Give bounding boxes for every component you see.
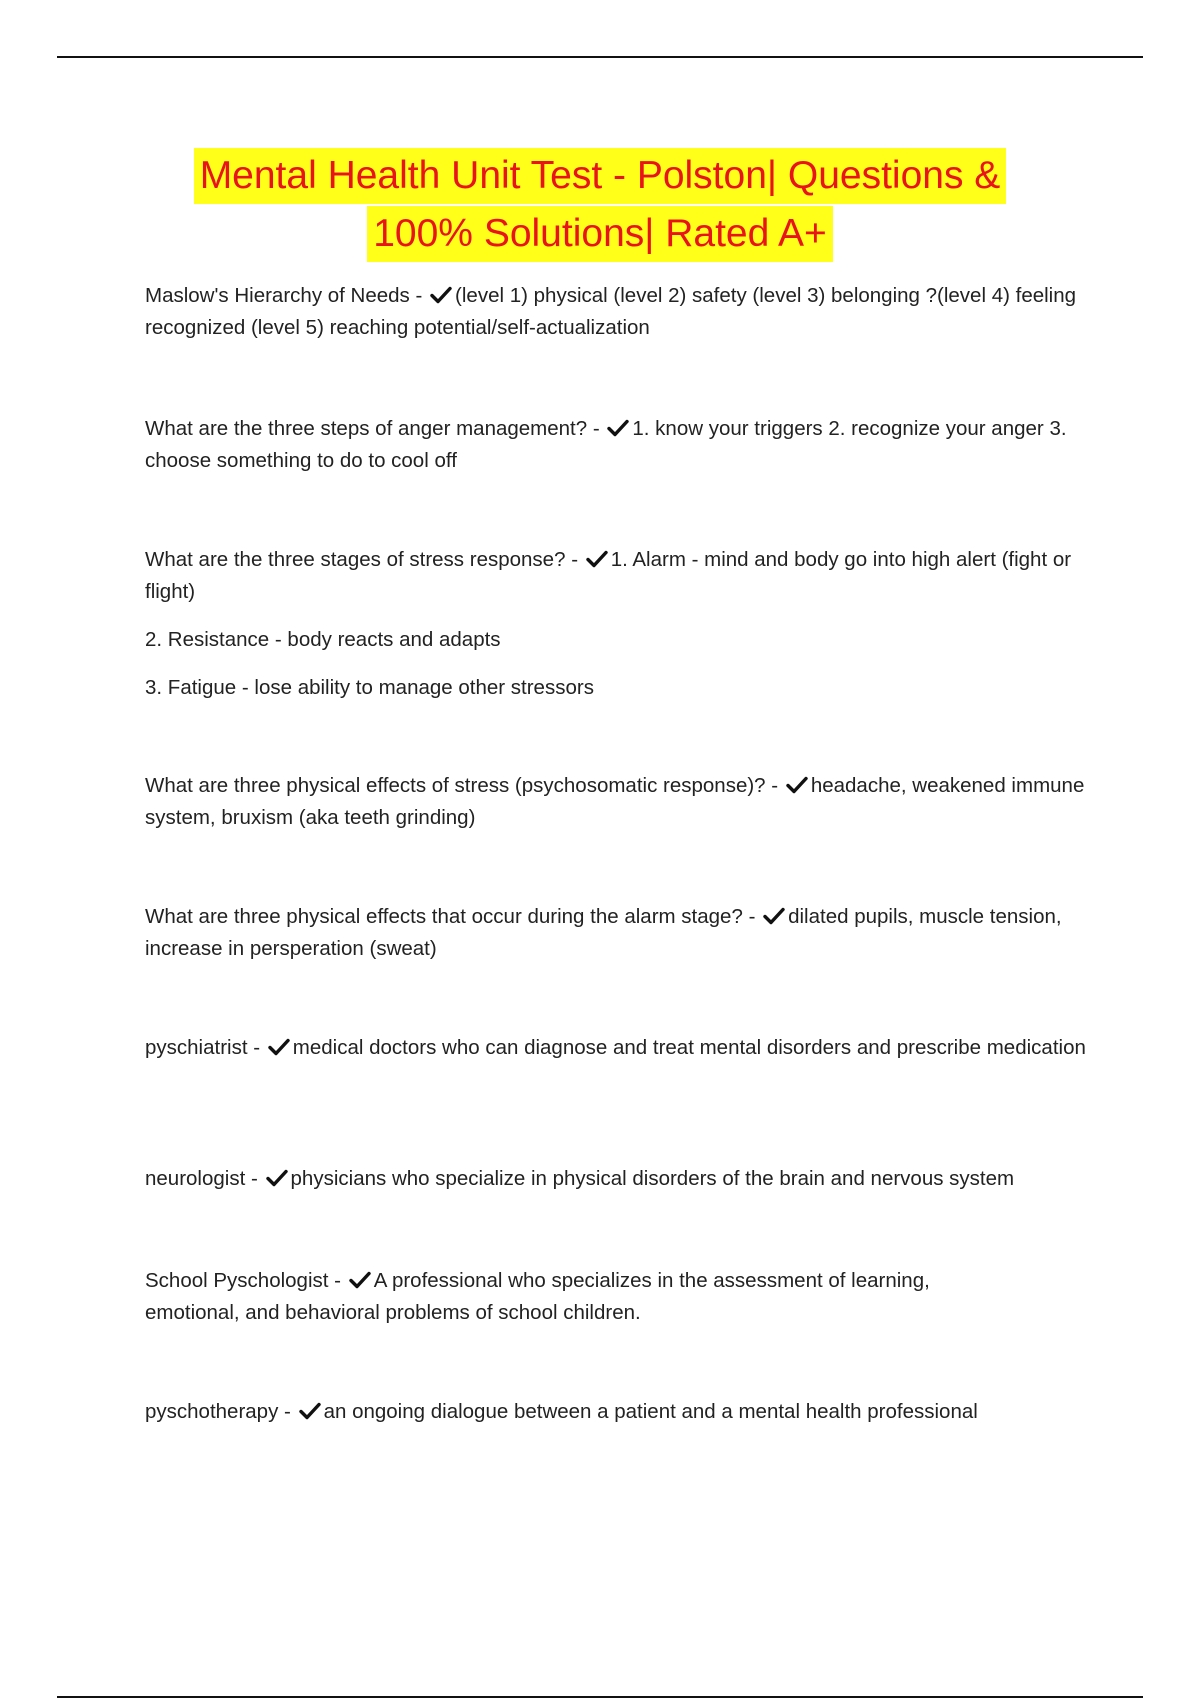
title-line-2: 100% Solutions| Rated A+	[367, 206, 833, 262]
qa-term: School Pyschologist	[145, 1269, 329, 1292]
qa-term: Maslow's Hierarchy of Needs	[145, 284, 410, 307]
checkmark-icon	[266, 1169, 288, 1187]
qa-answer: (level 1) physical (level 2) safety (level 3) belonging ?(level 4) feeling recognized (level 5) reaching potential/self-actualization	[145, 284, 1077, 339]
checkmark-icon	[268, 1038, 290, 1056]
qa-answer: dilated pupils, muscle tension, increase in persperation (sweat)	[145, 905, 1062, 960]
qa-term: pyschiatrist	[145, 1036, 248, 1059]
qa-item: What are the three stages of stress response? - 1. Alarm - mind and body go into high alert (fight or flight) 2. Resistance - body reacts and adapts 3. Fatigue - lose ability to manage other stressors	[145, 544, 1095, 704]
qa-term: What are the three stages of stress response?	[145, 548, 566, 571]
qa-answer: A professional who specializes in the assessment of learning, emotional, and behavioral problems of school children.	[145, 1269, 930, 1324]
qa-item: pyschotherapy - an ongoing dialogue between a patient and a mental health professional	[145, 1400, 978, 1423]
bottom-rule	[57, 1696, 1143, 1698]
qa-answer: an ongoing dialogue between a patient and a mental health professional	[323, 1400, 978, 1423]
qa-item: What are three physical effects that occur during the alarm stage? - dilated pupils, muscle tension, increase in persperation (sweat)	[145, 905, 1062, 960]
checkmark-icon	[430, 286, 452, 304]
checkmark-icon	[299, 1402, 321, 1420]
title-line-1: Mental Health Unit Test - Polston| Questions &	[194, 148, 1007, 204]
checkmark-icon	[763, 907, 785, 925]
qa-term: What are the three steps of anger management?	[145, 417, 588, 440]
qa-extra-line: 2. Resistance - body reacts and adapts	[145, 628, 501, 651]
qa-term: pyschotherapy	[145, 1400, 279, 1423]
checkmark-icon	[607, 419, 629, 437]
qa-item: What are three physical effects of stress (psychosomatic response)? - headache, weakened immune system, bruxism (aka teeth grinding)	[145, 774, 1085, 829]
qa-extra-line: 3. Fatigue - lose ability to manage other stressors	[145, 676, 594, 699]
checkmark-icon	[586, 550, 608, 568]
qa-term: What are three physical effects that occur during the alarm stage?	[145, 905, 743, 928]
qa-answer: medical doctors who can diagnose and treat mental disorders and prescribe medication	[292, 1036, 1086, 1059]
qa-item: neurologist - physicians who specialize in physical disorders of the brain and nervous system	[145, 1167, 1015, 1190]
checkmark-icon	[786, 776, 808, 794]
qa-item: What are the three steps of anger management? - 1. know your triggers 2. recognize your anger 3. choose something to do to cool off	[145, 417, 1067, 472]
qa-term: What are three physical effects of stress (psychosomatic response)?	[145, 774, 766, 797]
qa-answer: 1. Alarm - mind and body go into high alert (fight or flight)	[145, 548, 1072, 603]
document-title	[60, 148, 1140, 262]
top-rule	[57, 56, 1143, 58]
qa-term: neurologist	[145, 1167, 246, 1190]
qa-item: pyschiatrist - medical doctors who can diagnose and treat mental disorders and prescribe medication	[145, 1036, 1086, 1059]
qa-item: Maslow's Hierarchy of Needs - (level 1) physical (level 2) safety (level 3) belonging ?(level 4) feeling recognized (level 5) reaching potential/self-actualization	[145, 284, 1077, 339]
checkmark-icon	[349, 1271, 371, 1289]
qa-item: School Pyschologist - A professional who specializes in the assessment of learning, emotional, and behavioral problems of school children.	[145, 1269, 930, 1324]
qa-answer: 1. know your triggers 2. recognize your anger 3. choose something to do to cool off	[145, 417, 1067, 472]
qa-answer: headache, weakened immune system, bruxism (aka teeth grinding)	[145, 774, 1085, 829]
qa-answer: physicians who specialize in physical disorders of the brain and nervous system	[290, 1167, 1015, 1190]
